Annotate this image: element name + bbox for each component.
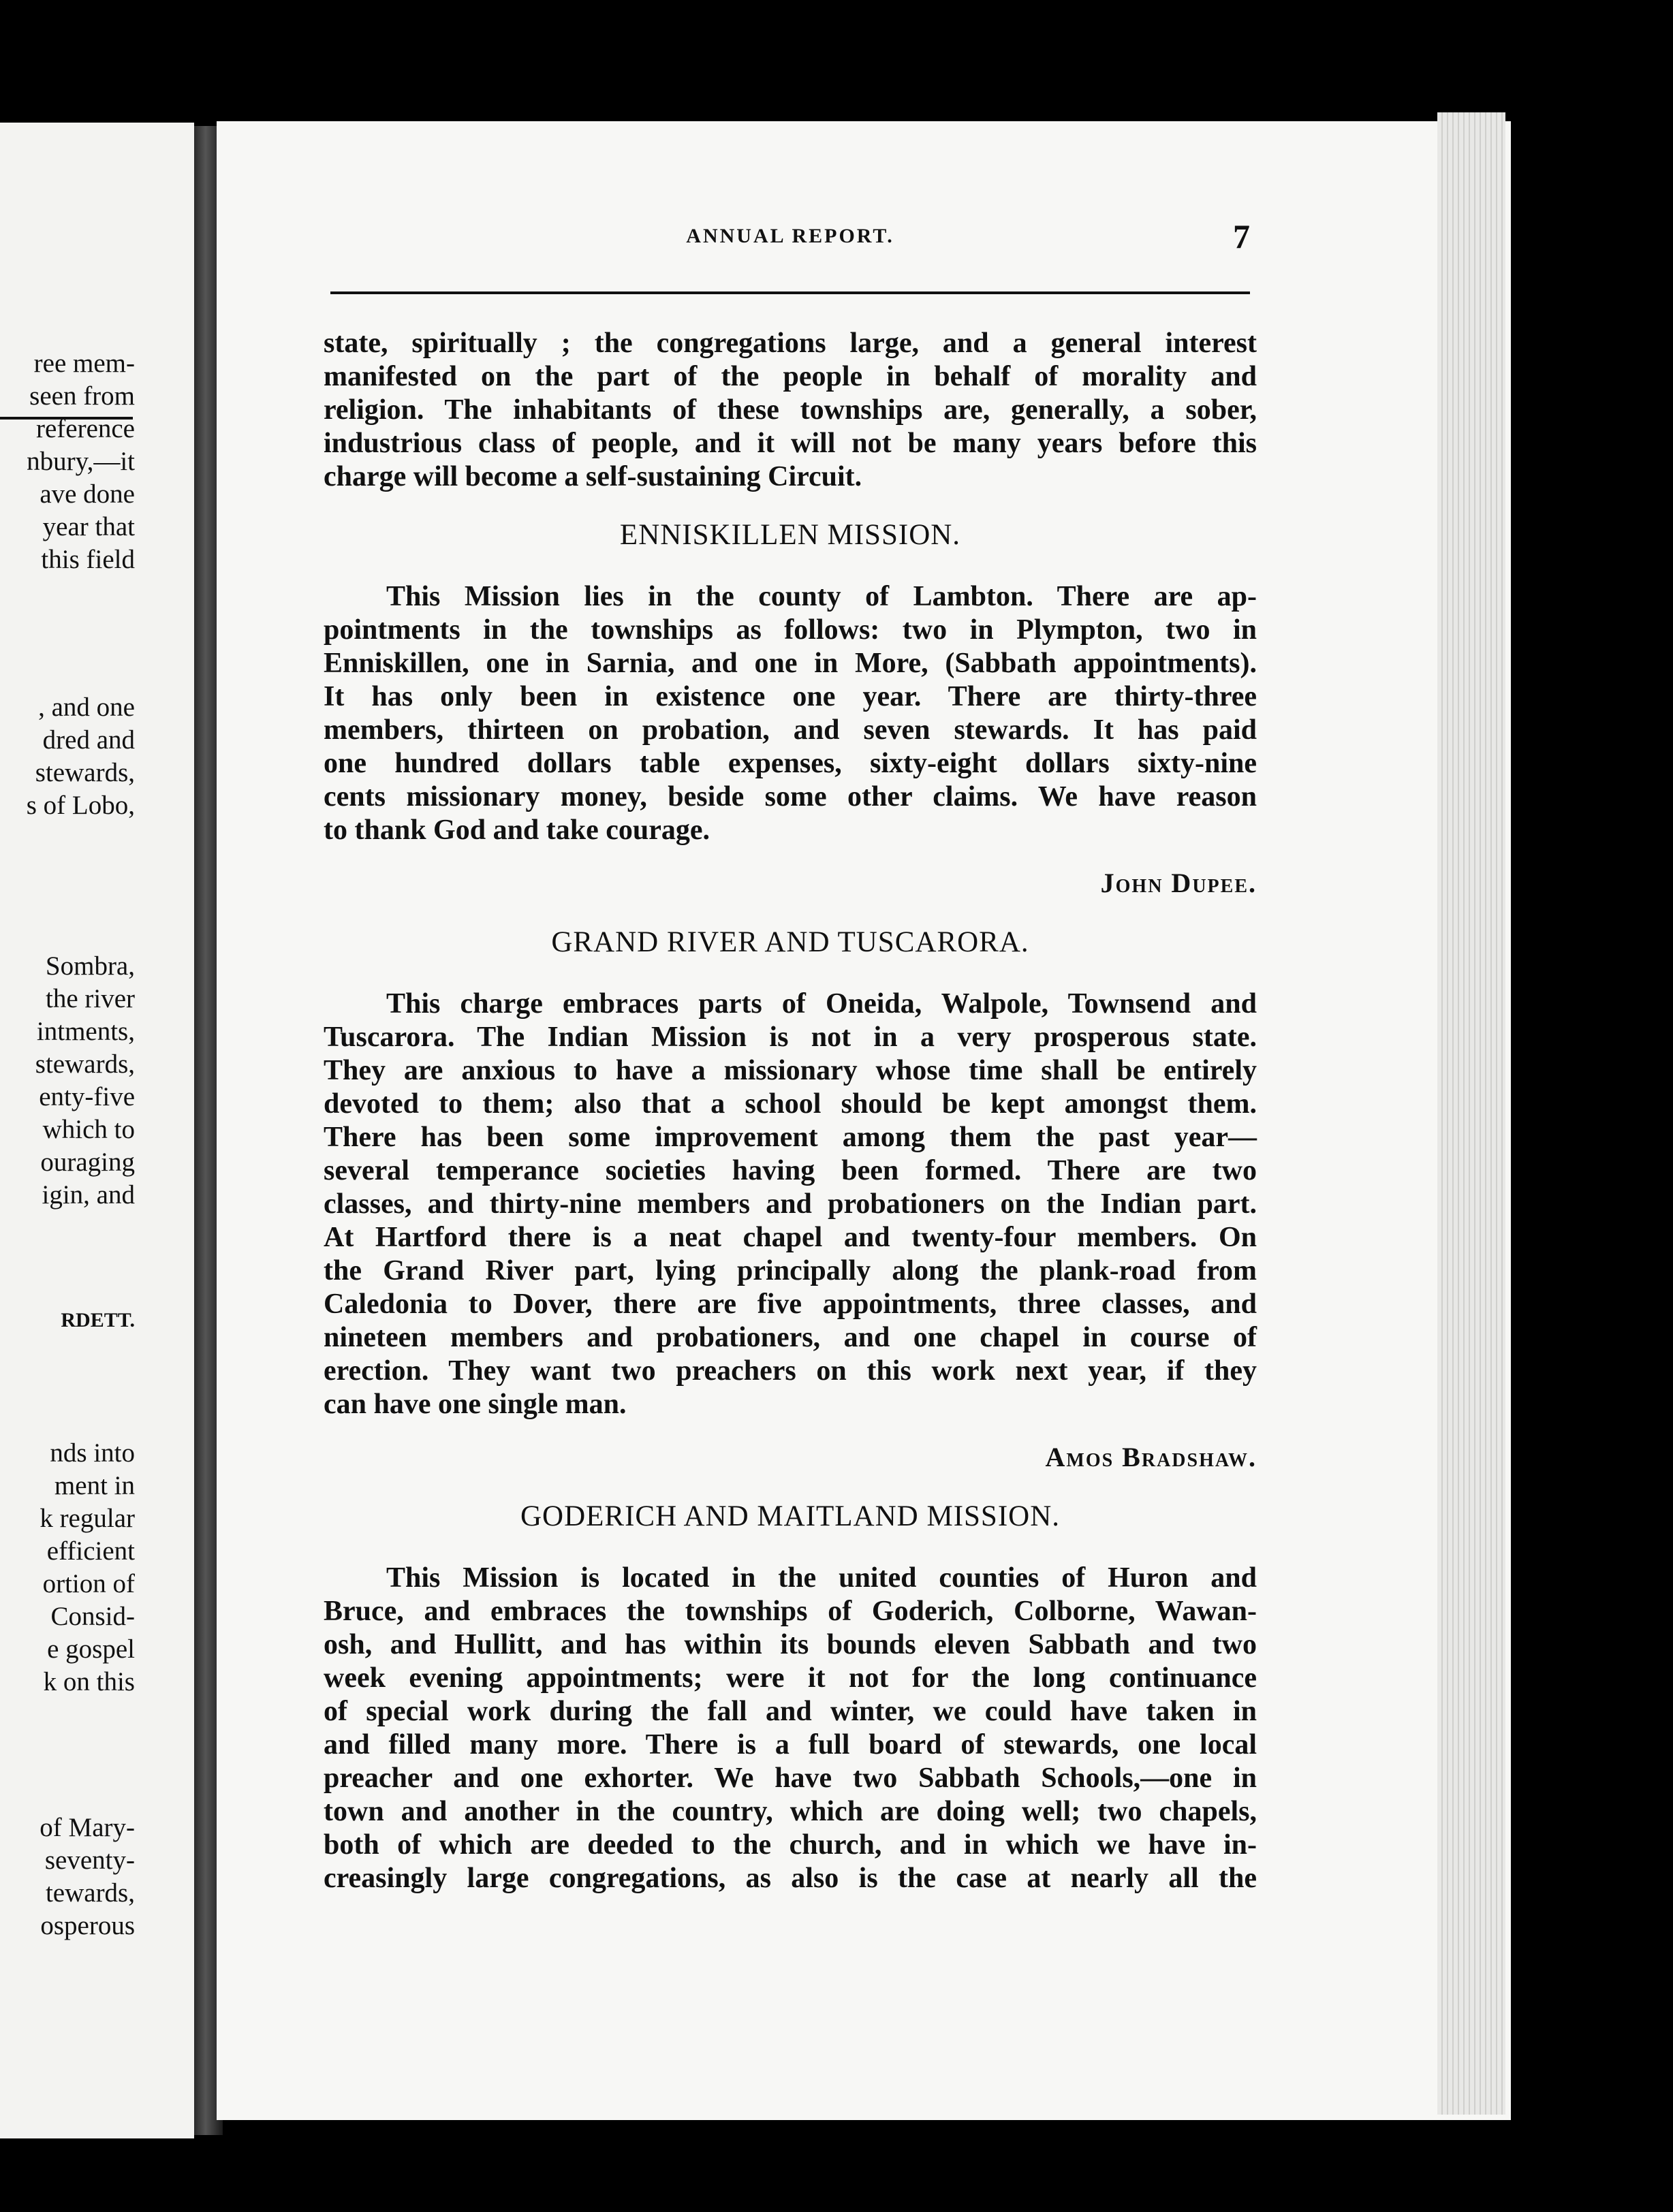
left-fragment-line: dred and [42,725,135,755]
text-line: the Grand River part, lying principally along the plank-road from [324,1255,1257,1286]
left-fragment-line: , and one [38,693,135,722]
text-line: members, thirteen on probation, and seven stewards. It has paid [324,714,1257,746]
text-line: devoted to them; also that a school should be kept amongst them. [324,1088,1257,1120]
text-line: religion. The inhabitants of these townships are, generally, a sober, [324,394,1257,426]
left-fragment-line: Sombra, [45,951,135,981]
text-line: of special work during the fall and winter, we could have taken in [324,1696,1257,1727]
section-heading: GODERICH AND MAITLAND MISSION. [520,1500,1061,1532]
left-fragment-line: the river [45,984,135,1013]
text-line: nineteen members and probationers, and one chapel in course of [324,1322,1257,1353]
running-head: ANNUAL REPORT. [686,225,894,247]
text-line: It has only been in existence one year. There are thirty-three [324,681,1257,712]
left-fragment-line: igin, and [42,1180,135,1210]
text-line: creasingly large congregations, as also is the case at nearly all the [324,1863,1257,1894]
text-line: both of which are deeded to the church, and in which we have in- [324,1829,1257,1861]
text-line: week evening appointments; were it not for the long continuance [324,1662,1257,1694]
left-fragment-line: efficient [46,1536,135,1566]
page-edges [1437,112,1505,2115]
text-line: This Mission lies in the county of Lambton. There are ap- [386,581,1257,612]
text-line: pointments in the townships as follows: two in Plympton, two in [324,614,1257,646]
left-fragment-line: seventy- [44,1846,135,1875]
section-heading: ENNISKILLEN MISSION. [619,519,961,551]
text-line: There has been some improvement among them the past year— [324,1122,1257,1153]
text-line: erection. They want two preachers on this work next year, if they [324,1355,1257,1387]
text-line: can have one single man. [324,1389,627,1420]
text-line: Tuscarora. The Indian Mission is not in a very prosperous state. [324,1022,1257,1053]
header-rule [330,291,1250,294]
left-fragment-line: ortion of [42,1569,135,1598]
text-line: Enniskillen, one in Sarnia, and one in More, (Sabbath appointments). [324,648,1257,679]
left-fragment-line: of Mary- [40,1813,135,1842]
left-fragment-line: nds into [50,1438,135,1468]
left-signature-fragment: RDETT. [61,1309,135,1331]
report-sections [324,518,1257,1895]
text-line: charge will become a self-sustaining Circuit. [324,461,862,492]
left-fragment-line: this field [41,545,135,574]
text-line: cents missionary money, beside some other claims. We have reason [324,781,1257,812]
left-fragment-line: stewards, [35,1049,135,1079]
left-fragment-line: seen from [29,381,135,411]
left-fragment-line: Consid- [50,1602,135,1631]
text-line: Bruce, and embraces the townships of Goderich, Colborne, Wawan- [324,1596,1257,1627]
signature: John Dupee. [1100,868,1257,898]
text-line: Caledonia to Dover, there are five appointments, three classes, and [324,1289,1257,1320]
left-fragment-line: ouraging [40,1148,135,1177]
section-heading: GRAND RIVER AND TUSCARORA. [551,926,1029,958]
left-facing-page [0,123,194,2138]
left-fragment-line: tewards, [45,1878,135,1908]
text-line: one hundred dollars table expenses, sixty-eight dollars sixty-nine [324,748,1257,779]
mission-section [324,1500,1257,1895]
left-fragment-line: e gospel [47,1634,135,1664]
text-line: manifested on the part of the people in behalf of morality and [324,361,1257,392]
text-line: This Mission is located in the united counties of Huron and [386,1562,1257,1594]
left-fragment-line: reference [35,414,135,443]
intro-paragraph [324,327,1257,494]
left-fragment-line: ree mem- [33,349,135,378]
mission-section [324,518,1257,900]
text-line: state, spiritually ; the congregations large, and a general interest [324,328,1257,359]
text-line: osh, and Hullitt, and has within its bounds eleven Sabbath and two [324,1629,1257,1660]
page-header [330,217,1250,259]
left-fragment-line: osperous [40,1911,135,1940]
text-line: This charge embraces parts of Oneida, Walpole, Townsend and [386,988,1257,1020]
left-fragment-line: k regular [40,1504,135,1533]
left-fragment-line: k on this [43,1667,135,1696]
body-text [324,327,1257,1895]
left-fragment-line: which to [42,1115,135,1144]
text-line: classes, and thirty-nine members and probationers on the Indian part. [324,1188,1257,1220]
left-fragment-line: intments, [36,1017,135,1046]
page-number: 7 [1233,217,1250,255]
left-fragment-line: ave done [40,479,135,509]
text-line: At Hartford there is a neat chapel and twenty-four members. On [324,1222,1257,1253]
left-fragment-line: enty-five [39,1082,135,1111]
mission-section [324,926,1257,1474]
text-line: industrious class of people, and it will not be many years before this [324,428,1257,459]
left-fragment-line: ment in [54,1471,135,1500]
left-fragment-line: nbury,—it [27,447,135,476]
signature: Amos Bradshaw. [1045,1442,1257,1472]
text-line: and filled many more. There is a full board of stewards, one local [324,1729,1257,1760]
text-line: several temperance societies having been formed. There are two [324,1155,1257,1186]
text-line: to thank God and take courage. [324,815,710,846]
left-fragment-line: stewards, [35,758,135,787]
text-line: They are anxious to have a missionary whose time shall be entirely [324,1055,1257,1086]
text-line: town and another in the country, which are doing well; two chapels, [324,1796,1257,1827]
left-fragment-line: s of Lobo, [26,791,135,820]
left-fragment-line: year that [42,512,135,541]
text-line: preacher and one exhorter. We have two Sabbath Schools,—one in [324,1763,1257,1794]
